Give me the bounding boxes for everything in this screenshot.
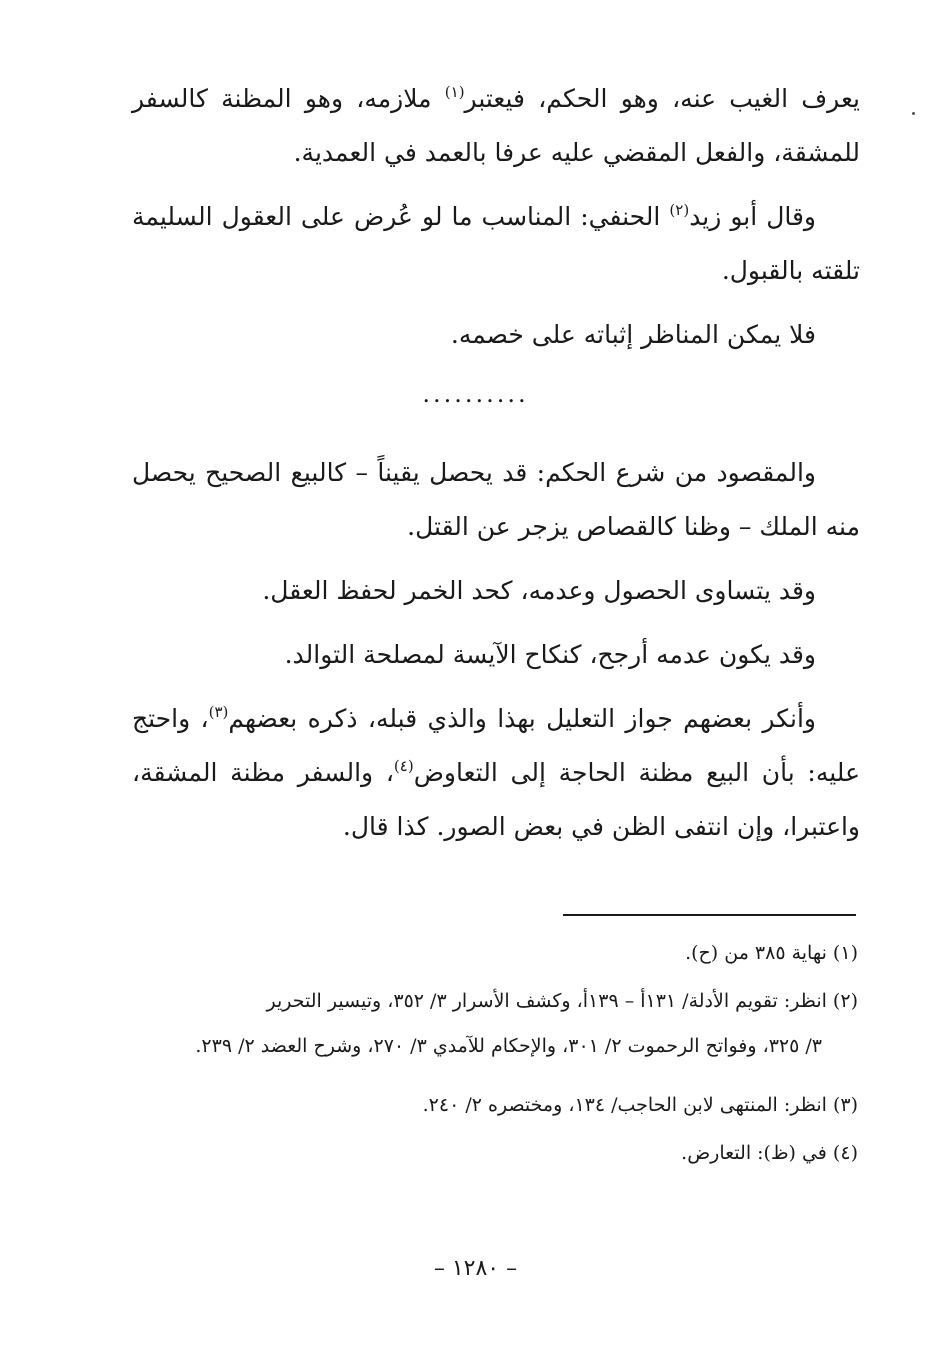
paragraph-2 [132,190,860,298]
footnote-ref-4: (٤) [393,757,414,775]
paragraph-4-text: والمقصود من شرع الحكم: قد يحصل يقيناً – كالبيع الصحيح يحصل منه الملك – وظنا كالقصاص يزجر عن القتل. [132,458,860,541]
footnotes-block [128,936,858,1184]
footnote-2-continuation: ٣/ ٣٢٥، وفواتح الرحموت ٢/ ٣٠١، والإحكام للآمدي ٣/ ٢٧٠، وشرح العضد ٢/ ٢٣٩. [195,1035,822,1057]
paragraph-1-text-b: ملازمه، وهو المظنة كالسفر للمشقة، والفعل المقضي عليه عرفا بالعمد في العمدية. [132,84,860,167]
footnote-ref-1: (١) [444,83,465,101]
paragraph-3 [132,308,860,362]
paragraph-6 [132,628,860,682]
footnote-4 [128,1136,858,1170]
footnote-2-text: (٢) انظر: تقويم الأدلة/ ١٣١أ – ١٣٩أ، وكشف الأسرار ٣/ ٣٥٢، وتيسير التحرير [266,990,858,1012]
footnote-1-text: (١) نهاية ٣٨٥ من (ح). [685,942,858,964]
paragraph-2-text-b: الحنفي: المناسب ما لو عُرض على العقول السليمة تلقته بالقبول. [132,202,860,285]
footnote-1 [128,936,858,970]
page-number: – ١٢٨٠ – [433,1256,518,1281]
paragraph-2-text-a: وقال أبو زيد [689,202,817,231]
paragraph-7-text-b: ، واحتج عليه: بأن البيع مظنة الحاجة إلى التعاوض [132,704,860,787]
paragraph-1-text-a: يعرف الغيب عنه، وهو الحكم، فيعتبر [464,84,860,113]
main-text-block [132,72,860,864]
section-separator: .......... [422,380,529,408]
paragraph-7-text-a: وأنكر بعضهم جواز التعليل بهذا والذي قبله، ذكره بعضهم [228,704,816,733]
footnote-4-text: (٤) في (ظ): التعارض. [681,1142,858,1164]
footnote-ref-2: (٢) [669,201,690,219]
footnote-rule [563,914,856,916]
paragraph-6-text: وقد يكون عدمه أرجح، كنكاح الآيسة لمصلحة التوالد. [284,640,816,669]
paragraph-5 [132,564,860,618]
paragraph-3-text: فلا يمكن المناظر إثباته على خصمه. [450,320,816,349]
footnote-ref-3: (٣) [208,703,229,721]
paragraph-5-text: وقد يتساوى الحصول وعدمه، كحد الخمر لحفظ العقل. [262,576,816,605]
paragraph-7 [132,692,860,854]
footnote-3 [128,1088,858,1122]
footnote-3-text: (٣) انظر: المنتهى لابن الحاجب/ ١٣٤، ومختصره ٢/ ٢٤٠. [422,1094,858,1116]
footnote-2 [128,984,858,1074]
margin-dot [912,112,915,115]
paragraph-4 [132,446,860,554]
paragraph-1 [132,72,860,180]
paragraph-7-text-c: ، والسفر مظنة المشقة، واعتبرا، وإن انتفى الظن في بعض الصور. كذا قال. [132,758,860,841]
